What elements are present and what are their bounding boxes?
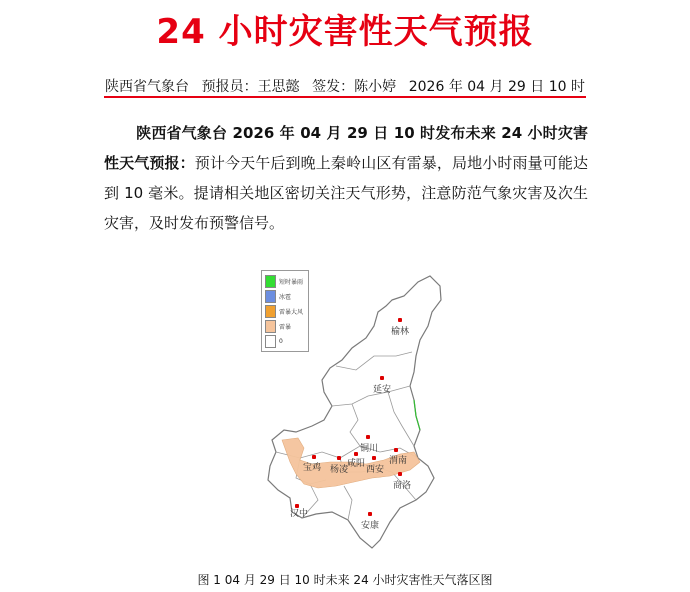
forecast-text: 预计今天午后到晚上秦岭山区有雷暴，局地小时雨量可能达到 10 毫米。提请相关地区密切关注天气形势，注意防范气象灾害及次生灾害，及时发布预警信号。 [104, 154, 588, 232]
city-label-xian: 西安 [366, 465, 385, 475]
city-marker [394, 448, 398, 452]
issue-datetime: 2026 年 04 月 29 日 10 时 [408, 79, 585, 95]
city-marker [398, 318, 402, 322]
city-label-hanzhong: 汉中 [290, 509, 309, 519]
agency-name: 陕西省气象台 [105, 79, 189, 95]
city-label-yulin: 榆林 [391, 327, 410, 337]
legend-item-rainstorm: 短时暴雨 [265, 275, 303, 287]
city-label-tongchuan: 铜川 [360, 444, 379, 454]
city-label-ankang: 安康 [361, 521, 380, 531]
city-marker [398, 472, 402, 476]
city-marker [337, 456, 341, 460]
city-label-baoji: 宝鸡 [303, 463, 322, 473]
issuer-name: 签发：陈小婷 [312, 79, 397, 95]
legend-item-hail: 冰雹 [265, 290, 291, 302]
city-label-shangluo: 商洛 [393, 481, 412, 491]
map-legend [261, 270, 309, 352]
legend-item-thunderstorm-wind: 雷暴大风 [265, 305, 303, 317]
forecaster-name: 预报员：王思懿 [201, 79, 300, 95]
forecast-lead: 陕西省气象台 2026 年 04 月 29 日 10 时发布未来 24 小时灾害性天气预报： [104, 124, 588, 172]
city-marker [380, 376, 384, 380]
legend-item-none: 0 [265, 335, 283, 347]
city-label-yangling: 杨凌 [330, 465, 349, 475]
city-label-xianyang: 咸阳 [347, 459, 366, 469]
document-title: 24 小时灾害性天气预报 [156, 12, 534, 52]
city-marker [368, 512, 372, 516]
city-marker [312, 455, 316, 459]
city-marker [372, 456, 376, 460]
legend-item-thunderstorm: 雷暴 [265, 320, 291, 332]
city-marker [366, 435, 370, 439]
figure-caption: 图 1 04 月 29 日 10 时未来 24 小时灾害性天气落区图 [197, 573, 493, 587]
city-label-weinan: 渭南 [389, 456, 408, 466]
city-label-yanan: 延安 [373, 385, 392, 395]
